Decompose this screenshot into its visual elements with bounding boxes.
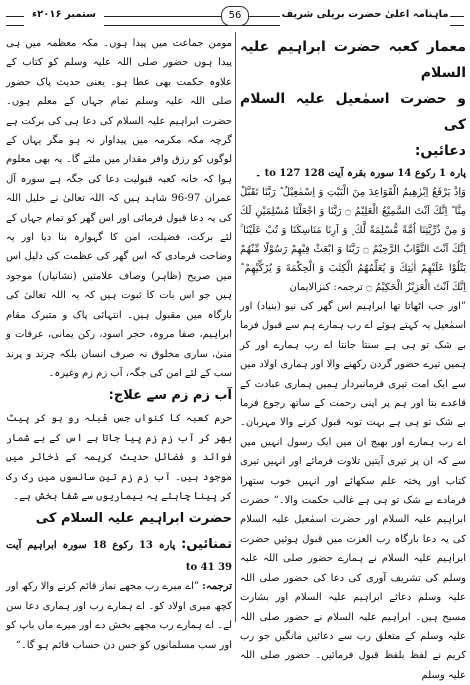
left-column bbox=[6, 34, 233, 651]
heading-kaaba-builders-2: و حضرت اسمٰعیل علیہ السلام کی bbox=[240, 91, 466, 133]
arabic-verses: وَاِذْ يَرْفَعُ اِبْرٰهِيمُ الْقَوَاعِدَ مِنَ الْبَيْتِ وَ اِسْمٰعِيْلُ ؕ رَبَّنَا تَقَبَّلْ مِنَّا ؕ اِنَّكَ اَنْتَ السَّمِيْعُ الْعَلِيْمُ ۝ رَبَّنَا وَ اجْعَلْنَا مُسْلِمَيْنِ لَكَ وَ مِنْ ذُرِّيَّتِنَا اُمَّةً مُّسْلِمَةً لَّكَ ۪ وَ اَرِنَا مَنَاسِكَنَا وَ تُبْ عَلَيْنَا ۚ اِنَّكَ اَنْتَ التَّوَّابُ الرَّحِيْمُ ۝ رَبَّنَا وَ ابْعَثْ فِيْهِمْ رَسُوْلًا مِّنْهُمْ يَتْلُوْا عَلَيْهِمْ اٰيٰتِكَ وَ يُعَلِّمُهُمُ الْكِتٰبَ وَ الْحِكْمَةَ وَ يُزَكِّيْهِمْ ؕ اِنَّكَ اَنْتَ الْعَزِيْزُ الْحَكِيْمُ ۝ ترجمہ: کنزالایمان bbox=[240, 187, 467, 293]
heading-kaaba-builders: معمار کعبہ حضرت ابراہیم علیہ السلام bbox=[240, 39, 466, 81]
right-column bbox=[240, 34, 467, 681]
translation-paragraph: ”اور جب اٹھاتا تھا ابراہیم اس گھر کی نیو (بنیاد) اور اسمٰعیل یہ کہتے ہوئے اے رب ہمارے ہم سے قبول فرما بے شک تو ہی ہے سنتا جانتا اے رب ہمارے اور کر ہمیں تیرے حضور گردن رکھنے والا اور ہماری اولاد میں سے ایک امت تیری فرمانبردار ہمیں ہماری عبادت کے قاعدے بتا اور ہم پر اپنی رحمت کے ساتھ رجوع فرما بے شک تو ہی ہے بہت توبہ قبول کرنے والا مہربان۔ اے رب ہمارے اور بھیج ان میں ایک رسول انہیں میں سے کہ ان پر تیری آیتیں تلاوت فرمائے اور انہیں تیری کتاب اور پختہ علم سکھائے اور انہیں خوب ستھرا فرمادے بے شک تو ہی ہے غالب حکمت والا۔“ حضرت ابراہیم علیہ السلام اور حضرت اسمٰعیل علیہ السلام کی یہ دعا بارگاہ رب العزت میں قبول ہوئیں حضرت ابراہیم علیہ السلام نے ہمارے حضور صلی اللہ علیہ وسلم کی تشریف آوری کی دعا کی حضور صلی اللہ علیہ وسلم دعائے ابراہیم علیہ السلام اور بشارت مسیح ہیں۔ ابراہیم علیہ السلام نے حضور صلی اللہ علیہ وسلم کے متعلق رب سے دعائیں مانگیں جو رب کریم نے لفظ بلفظ قبول فرمائیں۔ حضور صلی اللہ علیہ وسلم bbox=[240, 301, 466, 681]
tarjuma-label: ترجمہ: bbox=[202, 581, 232, 593]
heading-tamannayan: تمنائیں: bbox=[181, 537, 233, 553]
quran-reference: پارہ 1 رکوع 14 سورہ بقرہ آیت 128 to 127 ۔ bbox=[255, 168, 466, 179]
wishes-reference: پارہ 13 رکوع 18 سورہ ابراہیم آیت 39 to 41 bbox=[6, 540, 232, 574]
heading-zamzam: آب زم زم سے علاج: bbox=[108, 388, 232, 404]
header-date: ستمبر ۲۰۱۶ء bbox=[24, 4, 104, 26]
heading-ibrahim-wishes: حضرت ابراہیم علیہ السلام کی bbox=[35, 511, 232, 527]
column-divider bbox=[235, 32, 236, 622]
heading-duain: دعائیں: bbox=[414, 143, 466, 159]
tarjuma-text: ”اے میرے رب مجھے نماز قائم کرنے والا رکھ اور کچھ میری اولاد کو۔ اے ہمارے رب اور ہماری دعا سن لے۔ اے ہمارے رب مجھے بخش دے اور میرے ماں باپ کو اور سب مسلمانوں کو جس دن حساب قائم ہو گا۔“ bbox=[6, 581, 232, 651]
magazine-title: ماہنامہ اعلیٰ حضرت بریلی شریف bbox=[280, 4, 450, 26]
page-header bbox=[6, 4, 464, 26]
intro-paragraph: مومن جماعت میں پیدا ہوں۔ مکہ معظمہ میں ہی پیدا ہوں حضور صلی اللہ علیہ وسلم کو کتاب کے علاوہ حکمت بھی عطا ہو۔ یعنی حدیث پاک حضور صلی اللہ علیہ وسلم تمام جہاں کے معلم ہوں۔ حضرت ابراہیم علیہ السلام کی دعا ہی کی برکت ہے گرچہ مکہ مکرمہ میں پیداوار نہ ہو مگر یہاں کے لوگوں کو رزق وافر مقدار میں ملتے گا۔ یہ بھی معلوم ہوا کہ خانہ کعبہ قبولیت دعا کی جگہ ہے سورہ آل عمران 97-96 شاہد ہیں کہ اللہ تعالیٰ نے خلیل اللہ کی یہ دعا قبول فرمائی اور اس گھر کو تمام جہاں کے لئے برکت، فضیلت، امن کا گہوارہ بنا دیا اور یہ وضاحت فرمادی کہ اس گھر کی عظمت کی دلیل اس میں صریح (ظاہر) وصاف علامتیں (نشانیاں) موجود ہیں جو اس بات کا ثبوت ہیں کہ یہ اللہ تعالیٰ کی بارگاہ میں مقبول ہیں۔ انتہائی پاک و متبرک مقام ابراہیم، صفا مروہ، حجر اسود، رکن یمانی، عرفات و منیٰ، ساری مخلوق نہ صرف انسان بلکہ چرند و پرند سب کے لئے امن کی جگہ، آب زم زم وغیرہ۔ bbox=[6, 38, 232, 379]
zamzam-paragraph: حرم کعبہ کا کنواں جس قبلہ رو ہو کر پیٹ بھر کر آب زم زم پیا جاتا ہے اس کے بے شمار فوائد و فضائل حدیث کریمہ کے ذخائر میں موجود ہیں۔ آب زم زم تین سانسوں میں رک رک کر پینا چاہئے یہ بیماریوں سے شفا بخش ہے۔ bbox=[6, 413, 232, 502]
tarjuma-paragraph bbox=[6, 577, 232, 655]
page-number: 56 bbox=[221, 6, 249, 26]
wishes-reference-line bbox=[6, 532, 232, 577]
